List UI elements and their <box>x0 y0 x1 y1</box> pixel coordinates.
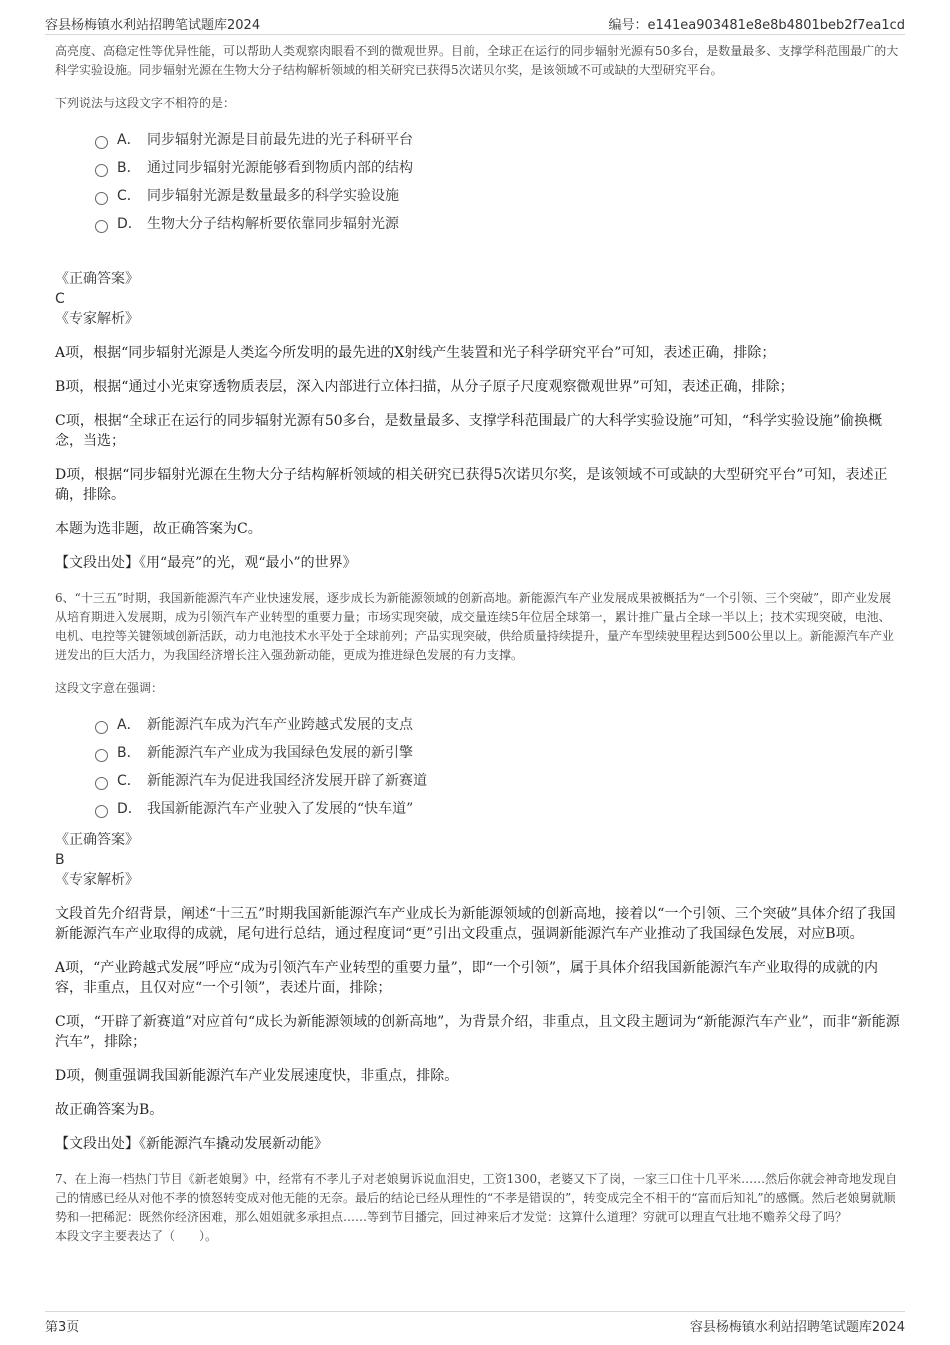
option-text: 同步辐射光源是目前最先进的光子科研平台 <box>147 132 413 148</box>
radio-icon[interactable] <box>95 749 108 762</box>
analysis-paragraph: 文段首先介绍背景，阐述“十三五”时期我国新能源汽车产业成长为新能源领域的创新高地，接着以“一个引领、三个突破”具体介绍了我国新能源汽车产业取得的成就，尾句进行总结，通过程度词“更”引出文段重点，强调新能源汽车产业推动了我国绿色发展，对应B项。 <box>55 906 896 942</box>
analysis-label: 《专家解析》 <box>55 311 139 327</box>
analysis-label: 《专家解析》 <box>55 872 139 888</box>
analysis-paragraph: B项，根据“通过小光束穿透物质表层，深入内部进行立体扫描，从分子原子尺度观察微观世界”可知，表述正确，排除； <box>55 379 794 395</box>
option-text: 同步辐射光源是数量最多的科学实验设施 <box>147 188 399 204</box>
analysis-conclusion: 故正确答案为B。 <box>55 1102 164 1118</box>
q5-prompt: 下列说法与这段文字不相符的是： <box>55 96 236 110</box>
source-note: 【文段出处】《新能源汽车撬动发展新动能》 <box>55 1136 328 1152</box>
option-text: 新能源汽车产业成为我国绿色发展的新引擎 <box>147 745 413 761</box>
radio-icon[interactable] <box>95 220 108 233</box>
analysis-paragraph: C项，根据“全球正在运行的同步辐射光源有50多台，是数量最多、支撑学科范围最广的大科学实验设施”可知，“科学实验设施”偷换概念，当选； <box>55 413 883 449</box>
radio-icon[interactable] <box>95 805 108 818</box>
q6-option-a[interactable]: A． 新能源汽车成为汽车产业跨越式发展的支点 <box>95 710 900 738</box>
analysis-paragraph: C项，“开辟了新赛道”对应首句“成长为新能源领域的创新高地”，为背景介绍，非重点，且文段主题词为“新能源汽车产业”，而非“新能源汽车”，排除； <box>55 1014 900 1050</box>
source-note: 【文段出处】《用“最亮”的光，观“最小”的世界》 <box>55 555 357 571</box>
page-footer <box>45 1311 905 1340</box>
option-text: 我国新能源汽车产业驶入了发展的“快车道” <box>147 801 414 817</box>
q6-option-d[interactable]: D． 我国新能源汽车产业驶入了发展的“快车道” <box>95 794 900 822</box>
document-id: 编号：e141ea903481e8e8b4801beb2f7ea1cd <box>608 18 905 33</box>
radio-icon[interactable] <box>95 136 108 149</box>
q6-analysis <box>55 904 900 1154</box>
radio-icon[interactable] <box>95 192 108 205</box>
analysis-paragraph: D项，侧重强调我国新能源汽车产业发展速度快，非重点，排除。 <box>55 1068 459 1084</box>
page-content <box>55 40 900 1246</box>
answer-value: B <box>55 852 65 868</box>
q6-passage: 6、“十三五”时期，我国新能源汽车产业快速发展，逐步成长为新能源领域的创新高地。新能源汽车产业发展成果被概括为“一个引领、三个突破”，即产业发展从培育期进入发展期，成为引领汽车产业转型的重要力量；市场实现突破，成交量连续5年位居全球第一，累计推广量占全球一半以上；技术实现突破，电池、电机、电控等关键领域创新活跃，动力电池技术水平处于全球前列；产品实现突破，供给质量持续提升，量产车型续驶里程达到500公里以上。新能源汽车产业迸发出的巨大活力，为我国经济增长注入强劲新动能，更成为推进绿色发展的有力支撑。 <box>55 591 894 662</box>
answer-label: 《正确答案》 <box>55 832 139 848</box>
page-number: 第3页 <box>45 1320 80 1335</box>
answer-value: C <box>55 291 65 307</box>
radio-icon[interactable] <box>95 721 108 734</box>
q5-passage: 高亮度、高稳定性等优异性能，可以帮助人类观察肉眼看不到的微观世界。目前，全球正在运行的同步辐射光源有50多台，是数量最多、支撑学科范围最广的大科学实验设施。同步辐射光源在生物大分子结构解析领域的相关研究已获得5次诺贝尔奖，是该领域不可或缺的大型研究平台。 <box>55 44 899 77</box>
header-title: 容县杨梅镇水利站招聘笔试题库2024 <box>45 18 261 33</box>
q5-answer-block <box>55 269 900 329</box>
radio-icon[interactable] <box>95 164 108 177</box>
option-text: 通过同步辐射光源能够看到物质内部的结构 <box>147 160 413 176</box>
q6-prompt: 这段文字意在强调： <box>55 681 164 695</box>
q5-options <box>95 125 900 237</box>
option-text: 生物大分子结构解析要依靠同步辐射光源 <box>147 216 399 232</box>
q7-passage: 7、在上海一档热门节目《新老娘舅》中，经常有不孝儿子对老娘舅诉说血泪史，工资1300，老婆又下了岗，一家三口住十几平米……然后你就会神奇地发现自己的情感已经从对他不孝的愤怒转变成对他无能的无奈。最后的结论已经从理性的“不孝是错误的”，转变成完全不相干的“富而后知礼”的感慨。然后老娘舅就顺势和一把稀泥：既然你经济困难，那么姐姐就多承担点……等到节目播完，回过神来后才发觉：这算什么道理？穷就可以理直气壮地不赡养父母了吗？ <box>55 1172 898 1224</box>
q5-option-d[interactable]: D． 生物大分子结构解析要依靠同步辐射光源 <box>95 209 900 237</box>
option-text: 新能源汽车为促进我国经济发展开辟了新赛道 <box>147 773 427 789</box>
analysis-paragraph: D项，根据“同步辐射光源在生物大分子结构解析领域的相关研究已获得5次诺贝尔奖，是该领域不可或缺的大型研究平台”可知，表述正确，排除。 <box>55 467 888 503</box>
footer-title: 容县杨梅镇水利站招聘笔试题库2024 <box>689 1320 905 1335</box>
radio-icon[interactable] <box>95 777 108 790</box>
q5-option-b[interactable]: B． 通过同步辐射光源能够看到物质内部的结构 <box>95 153 900 181</box>
option-text: 新能源汽车成为汽车产业跨越式发展的支点 <box>147 717 413 733</box>
q6-options <box>95 710 900 822</box>
page-header <box>45 14 905 35</box>
analysis-paragraph: A项，根据“同步辐射光源是人类迄今所发明的最先进的X射线产生装置和光子科学研究平台”可知，表述正确，排除； <box>55 345 776 361</box>
q6-answer-block <box>55 830 900 890</box>
q5-option-c[interactable]: C． 同步辐射光源是数量最多的科学实验设施 <box>95 181 900 209</box>
analysis-paragraph: A项，“产业跨越式发展”呼应“成为引领汽车产业转型的重要力量”，即“一个引领”，属于具体介绍我国新能源汽车产业取得的成就的内容，非重点，且仅对应“一个引领”，表述片面，排除； <box>55 960 879 996</box>
q7-prompt: 本段文字主要表达了（ ）。 <box>55 1229 218 1243</box>
analysis-conclusion: 本题为选非题，故正确答案为C。 <box>55 521 262 537</box>
answer-label: 《正确答案》 <box>55 271 139 287</box>
q5-analysis <box>55 343 900 573</box>
q5-option-a[interactable]: A． 同步辐射光源是目前最先进的光子科研平台 <box>95 125 900 153</box>
q6-option-c[interactable]: C． 新能源汽车为促进我国经济发展开辟了新赛道 <box>95 766 900 794</box>
q6-option-b[interactable]: B． 新能源汽车产业成为我国绿色发展的新引擎 <box>95 738 900 766</box>
